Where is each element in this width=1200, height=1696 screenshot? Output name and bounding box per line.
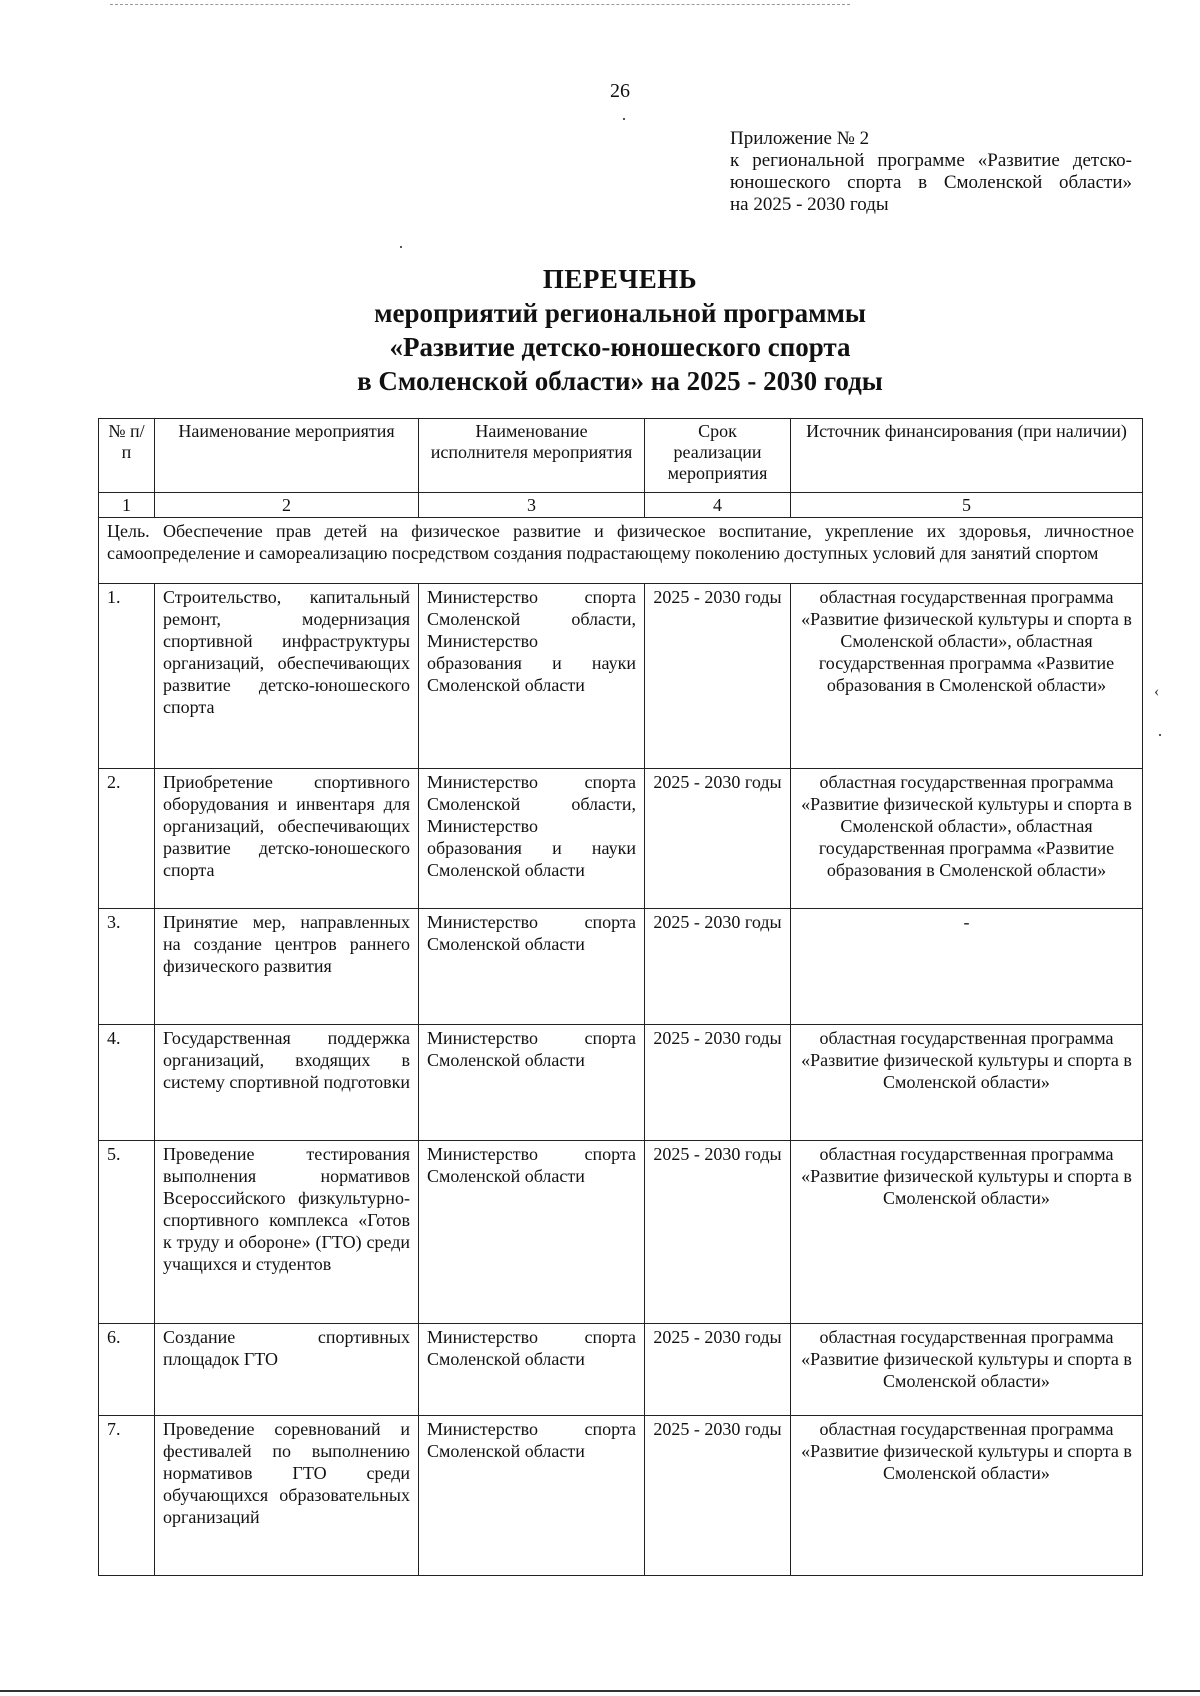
appendix-line-3: юношеского спорта в Смоленской области» [730,172,1132,193]
scan-speck [1159,734,1161,736]
header-term: Срок реализации мероприятия [645,419,791,493]
row-name: Принятие мер, направленных на создание центров раннего физического развития [155,909,419,1025]
title-line-3: «Развитие детско-юношеского спорта [389,332,851,362]
row-funding: - [791,909,1143,1025]
row-name: Строительство, капитальный ремонт, модернизация спортивной инфраструктуры организаций, обеспечивающих развитие детско-юношеского спорта [155,584,419,769]
row-executor: Министерство спорта Смоленской области [419,1141,645,1324]
table-row [99,584,1143,769]
goal-row [99,518,1143,584]
row-executor: Министерство спорта Смоленской области [419,1324,645,1416]
row-num: 5. [99,1141,155,1324]
row-num: 6. [99,1324,155,1416]
row-executor: Министерство спорта Смоленской области [419,1416,645,1576]
row-num: 3. [99,909,155,1025]
row-funding: областная государственная программа «Развитие физической культуры и спорта в Смоленской области» [791,1025,1143,1141]
row-funding: областная государственная программа «Развитие физической культуры и спорта в Смоленской области», областная государственная программа «Развитие образования в Смоленской области» [791,584,1143,769]
table-row [99,769,1143,909]
header-name: Наименование мероприятия [155,419,419,493]
margin-mark: ‹ [1154,683,1160,700]
column-number: 4 [645,493,791,518]
row-executor: Министерство спорта Смоленской области [419,909,645,1025]
row-funding: областная государственная программа «Развитие физической культуры и спорта в Смоленской области» [791,1141,1143,1324]
row-term: 2025 - 2030 годы [645,1416,791,1576]
scan-artifact-bottom-line [0,1690,1200,1692]
scan-speck [400,246,402,248]
row-term: 2025 - 2030 годы [645,1025,791,1141]
title-line-1: ПЕРЕЧЕНЬ [542,264,698,294]
row-num: 7. [99,1416,155,1576]
row-name: Проведение соревнований и фестивалей по выполнению нормативов ГТО среди обучающихся образовательных организаций [155,1416,419,1576]
row-num: 4. [99,1025,155,1141]
table-row [99,909,1143,1025]
page-number: 26 [610,80,630,102]
row-term: 2025 - 2030 годы [645,1324,791,1416]
row-funding: областная государственная программа «Развитие физической культуры и спорта в Смоленской области» [791,1324,1143,1416]
scan-artifact-top-line [110,4,850,6]
row-term: 2025 - 2030 годы [645,1141,791,1324]
row-term: 2025 - 2030 годы [645,769,791,909]
table-row [99,1324,1143,1416]
row-executor: Министерство спорта Смоленской области [419,1025,645,1141]
row-name: Приобретение спортивного оборудования и инвентаря для организаций, обеспечивающих развитие детско-юношеского спорта [155,769,419,909]
table-row [99,1141,1143,1324]
appendix-line-1: Приложение № 2 [730,128,870,149]
row-term: 2025 - 2030 годы [645,909,791,1025]
row-funding: областная государственная программа «Развитие физической культуры и спорта в Смоленской области» [791,1416,1143,1576]
goal-text: Цель. Обеспечение прав детей на физическое развитие и физическое воспитание, укрепление их здоровья, личностное самоопределение и самореализацию посредством создания подрастающему поколению доступных условий для занятий спортом [99,518,1143,584]
table-header-row [99,419,1143,493]
column-number: 1 [99,493,155,518]
document-title [0,262,1200,398]
row-funding: областная государственная программа «Развитие физической культуры и спорта в Смоленской области», областная государственная программа «Развитие образования в Смоленской области» [791,769,1143,909]
row-num: 2. [99,769,155,909]
row-executor: Министерство спорта Смоленской области, Министерство образования и науки Смоленской области [419,769,645,909]
row-term: 2025 - 2030 годы [645,584,791,769]
row-name: Проведение тестирования выполнения нормативов Всероссийского физкультурно-спортивного комплекса «Готов к труду и обороне» (ГТО) среди учащихся и студентов [155,1141,419,1324]
scan-speck [623,118,625,120]
row-num: 1. [99,584,155,769]
table-row [99,1416,1143,1576]
appendix-line-2: к региональной программе «Развитие детско- [730,150,1132,171]
column-number-row [99,493,1143,518]
title-line-4: в Смоленской области» на 2025 - 2030 годы [357,366,883,396]
column-number: 2 [155,493,419,518]
header-funding: Источник финансирования (при наличии) [791,419,1143,493]
column-number: 3 [419,493,645,518]
table-row [99,1025,1143,1141]
appendix-line-4: на 2025 - 2030 годы [730,194,889,215]
header-num: № п/п [99,419,155,493]
row-name: Государственная поддержка организаций, входящих в систему спортивной подготовки [155,1025,419,1141]
column-number: 5 [791,493,1143,518]
title-line-2: мероприятий региональной программы [374,298,866,328]
row-name: Создание спортивных площадок ГТО [155,1324,419,1416]
appendix-note [730,128,1132,216]
row-executor: Министерство спорта Смоленской области, Министерство образования и науки Смоленской области [419,584,645,769]
header-executor: Наименование исполнителя мероприятия [419,419,645,493]
measures-table [98,418,1143,1576]
